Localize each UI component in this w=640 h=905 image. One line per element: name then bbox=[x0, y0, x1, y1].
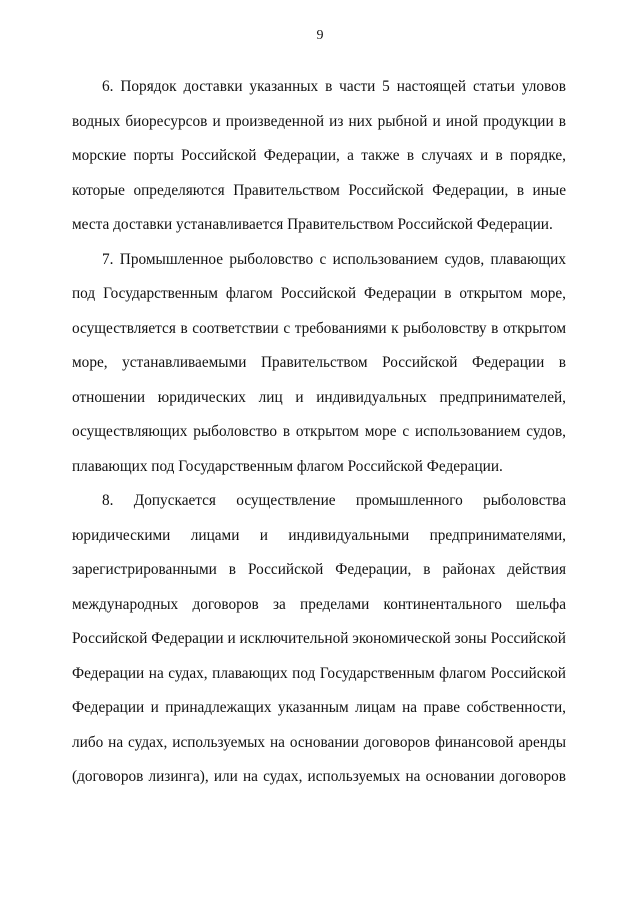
text-line: плавающих под Государственным флагом Российской Федерации. bbox=[72, 457, 503, 475]
document-body bbox=[72, 70, 566, 795]
text-line: зарегистрированными в Российской Федерации, в районах действия bbox=[72, 561, 566, 578]
text-line: места доставки устанавливается Правительством Российской Федерации. bbox=[72, 216, 553, 233]
text-line: Российской Федерации и исключительной экономической зоны Российской bbox=[72, 630, 566, 647]
text-line: (договоров лизинга), или на судах, используемых на основании договоров bbox=[72, 768, 566, 785]
page-number: 9 bbox=[316, 28, 324, 43]
paragraph-6 bbox=[72, 70, 566, 243]
text-line: морские порты Российской Федерации, а также в случаях и в порядке, bbox=[72, 147, 566, 164]
text-line: Федерации и принадлежащих указанным лицам на праве собственности, bbox=[72, 699, 566, 716]
text-line: которые определяются Правительством Российской Федерации, в иные bbox=[72, 181, 566, 199]
text-line: 8. Допускается осуществление промышленного рыболовства bbox=[102, 492, 566, 509]
text-line: Федерации на судах, плавающих под Государственным флагом Российской bbox=[72, 664, 566, 682]
text-line: международных договоров за пределами континентального шельфа bbox=[72, 595, 566, 613]
paragraph-7 bbox=[72, 243, 566, 485]
text-line: море, устанавливаемыми Правительством Российской Федерации в bbox=[72, 354, 566, 371]
text-line: под Государственным флагом Российской Федерации в открытом море, bbox=[72, 285, 566, 302]
paragraph-8 bbox=[72, 484, 566, 795]
text-line: отношении юридических лиц и индивидуальных предпринимателей, bbox=[72, 388, 566, 406]
text-line: либо на судах, используемых на основании договоров финансовой аренды bbox=[72, 733, 566, 751]
text-line: юридическими лицами и индивидуальными предпринимателями, bbox=[72, 526, 566, 544]
text-line: осуществляется в соответствии с требованиями к рыболовству в открытом bbox=[72, 319, 566, 337]
text-line: 7. Промышленное рыболовство с использованием судов, плавающих bbox=[102, 250, 566, 268]
text-line: осуществляющих рыболовство в открытом море с использованием судов, bbox=[72, 423, 566, 440]
text-line: водных биоресурсов и произведенной из них рыбной и иной продукции в bbox=[72, 112, 566, 130]
text-line: 6. Порядок доставки указанных в части 5 настоящей статьи уловов bbox=[102, 78, 566, 95]
